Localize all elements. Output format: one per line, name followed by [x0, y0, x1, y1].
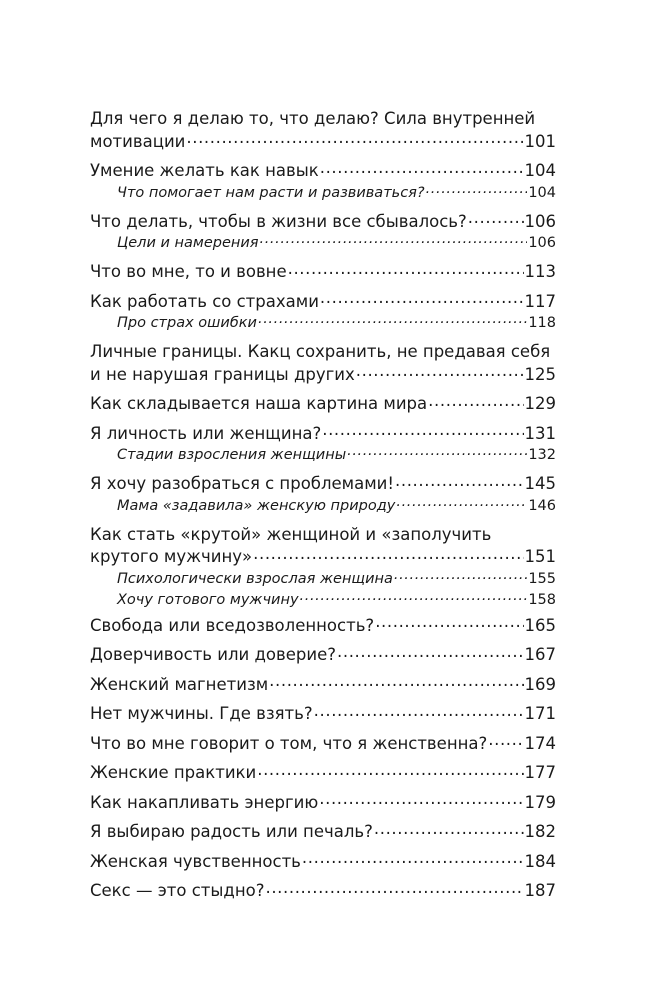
toc-entry-title: Умение желать как навык [90, 161, 319, 180]
toc-entry-title: Я личность или женщина? [90, 423, 322, 443]
toc-subentry-title: Цели и намерения [117, 235, 259, 251]
toc-entry-title: Как накапливать энергию [90, 792, 319, 812]
toc-entry-line [90, 423, 556, 446]
toc-subentry-line [117, 183, 556, 204]
toc-entry-title: Доверчивость или доверие? [90, 645, 337, 664]
toc-subentry-title: Стадии взросления женщины [117, 447, 347, 463]
toc-entry [90, 423, 556, 467]
page-number: 125 [524, 364, 556, 384]
toc-entry-title: Я хочу разобраться с проблемами! [90, 474, 395, 493]
page-number: 169 [524, 674, 556, 694]
toc-entry-line [90, 393, 556, 416]
dot-leader [375, 617, 523, 631]
dot-leader [320, 293, 524, 307]
toc-entry-line [90, 615, 556, 638]
toc-entry-line [90, 131, 556, 154]
toc-entry [90, 341, 556, 386]
dot-leader [257, 764, 523, 778]
page-number: 131 [524, 423, 556, 443]
toc-subentry-line [117, 313, 556, 334]
dot-leader [395, 475, 523, 489]
toc-entry-title: Я выбираю радость или печаль? [90, 822, 373, 841]
page-number: 174 [524, 733, 556, 753]
dot-leader [302, 853, 524, 867]
toc-entry-title: Женская чувственность [90, 851, 301, 871]
toc-entry [90, 644, 556, 667]
toc-subentry-line [117, 496, 556, 517]
toc-subentry [90, 496, 556, 517]
dot-leader [337, 646, 523, 660]
dot-leader [374, 823, 524, 837]
toc-entry-line [90, 880, 556, 903]
dot-leader [269, 676, 523, 690]
page-number: 145 [524, 474, 556, 493]
toc-subentry-title: Что помогает нам расти и развиваться? [117, 184, 425, 201]
dot-leader [320, 162, 524, 176]
toc-entry-line [90, 211, 556, 234]
page-number: 177 [524, 763, 556, 782]
toc-entry-line [90, 364, 556, 387]
toc-entry-line [90, 762, 556, 785]
toc-subentry-title: Психологически взрослая женщина [117, 570, 393, 587]
dot-leader [258, 313, 527, 327]
page-number: 171 [524, 704, 556, 723]
toc-entry-line [90, 160, 556, 183]
toc-entry [90, 674, 556, 697]
toc-entry-title-line: Для чего я делаю то, что делаю? Сила внутренней [90, 109, 536, 128]
dot-leader [319, 794, 523, 808]
page-number: 146 [528, 497, 556, 514]
page-number: 184 [524, 851, 556, 871]
toc-entry [90, 108, 556, 153]
toc-entry-title: Нет мужчины. Где взять? [90, 704, 313, 723]
page-number: 101 [524, 131, 556, 151]
page-number: 117 [524, 291, 556, 311]
toc-entry-line [90, 473, 556, 496]
toc-subentry-title: Про страх ошибки [117, 315, 257, 331]
page-number: 151 [524, 547, 556, 566]
toc-entry-title: крутого мужчину» [90, 547, 253, 566]
dot-leader [347, 445, 527, 459]
page-number: 158 [528, 591, 556, 608]
dot-leader [265, 882, 523, 896]
dot-leader [322, 425, 523, 439]
toc-entry [90, 880, 556, 903]
toc-subentry-line [117, 590, 556, 611]
toc-subentry [90, 445, 556, 466]
dot-leader [426, 183, 528, 197]
dot-leader [488, 735, 523, 749]
toc-subentry-line [117, 569, 556, 590]
dot-leader [356, 366, 524, 380]
toc-entry-line [90, 644, 556, 667]
dot-leader [314, 705, 524, 719]
toc-entry [90, 615, 556, 638]
page-number: 182 [524, 822, 556, 841]
page-number: 129 [524, 394, 556, 413]
dot-leader [394, 569, 527, 583]
page-number: 167 [524, 645, 556, 664]
toc-entry-line [90, 261, 556, 284]
toc-entry-title-line: Как стать «крутой» женщиной и «заполучить [90, 524, 492, 544]
dot-leader [260, 233, 528, 247]
toc-entry-title: Женский магнетизм [90, 674, 269, 694]
toc-entry-line [90, 821, 556, 844]
toc-entry-title: мотивации [90, 131, 186, 151]
page-number: 104 [524, 161, 556, 180]
toc-entry [90, 393, 556, 416]
toc-entry-line [90, 733, 556, 756]
toc-entry [90, 160, 556, 204]
page-number: 106 [524, 211, 556, 231]
toc-entry-title: Как складывается наша картина мира [90, 394, 428, 413]
toc-entry [90, 851, 556, 874]
page-number: 187 [524, 881, 556, 900]
page-number: 155 [528, 570, 556, 587]
page-number: 132 [528, 447, 556, 463]
toc-subentry-line [117, 233, 556, 254]
dot-leader [396, 496, 527, 510]
dot-leader [186, 133, 523, 147]
toc-subentry [90, 590, 556, 611]
toc-entry [90, 821, 556, 844]
toc-entry-line [90, 851, 556, 874]
toc-entry [90, 524, 556, 611]
toc-subentry-line [117, 445, 556, 466]
toc-entry [90, 703, 556, 726]
toc-entry [90, 733, 556, 756]
toc-subentry-title: Хочу готового мужчину [117, 591, 299, 608]
toc-entry-title-line: Личные границы. Какц сохранить, не предавая себя [90, 342, 551, 361]
toc-entry [90, 261, 556, 284]
toc-subentry [90, 313, 556, 334]
toc-entry-line [90, 546, 556, 569]
toc-subentry-title: Мама «задавила» женскую природу [117, 497, 396, 514]
page-number: 118 [528, 315, 556, 331]
page-number: 179 [524, 792, 556, 812]
toc-entry-line [90, 792, 556, 815]
toc-entry-title: и не нарушая границы других [90, 364, 355, 384]
toc-entry-line [90, 674, 556, 697]
toc-entry [90, 211, 556, 255]
toc-entry-line [90, 703, 556, 726]
toc-entry-title: Как работать со страхами [90, 291, 319, 311]
dot-leader [428, 395, 523, 409]
toc-subentry [90, 569, 556, 590]
page-number: 104 [528, 184, 556, 201]
dot-leader [468, 213, 524, 227]
toc-entry [90, 473, 556, 517]
toc-subentry [90, 233, 556, 254]
toc-entry-line [90, 291, 556, 314]
toc-entry-title: Женские практики [90, 763, 257, 782]
page-number: 113 [524, 262, 556, 281]
table-of-contents [90, 108, 556, 910]
toc-entry-title: Свобода или вседозволенность? [90, 615, 375, 635]
page-number: 165 [524, 615, 556, 635]
toc-entry [90, 762, 556, 785]
toc-entry-title: Что во мне говорит о том, что я женственна? [90, 733, 488, 753]
dot-leader [253, 548, 523, 562]
toc-entry [90, 792, 556, 815]
dot-leader [288, 263, 524, 277]
toc-entry-title: Что во мне, то и вовне [90, 262, 287, 281]
toc-entry-title: Секс — это стыдно? [90, 881, 265, 900]
dot-leader [300, 590, 528, 604]
toc-subentry [90, 183, 556, 204]
page-number: 106 [528, 235, 556, 251]
toc-entry [90, 291, 556, 335]
toc-entry-title: Что делать, чтобы в жизни все сбывалось? [90, 211, 467, 231]
